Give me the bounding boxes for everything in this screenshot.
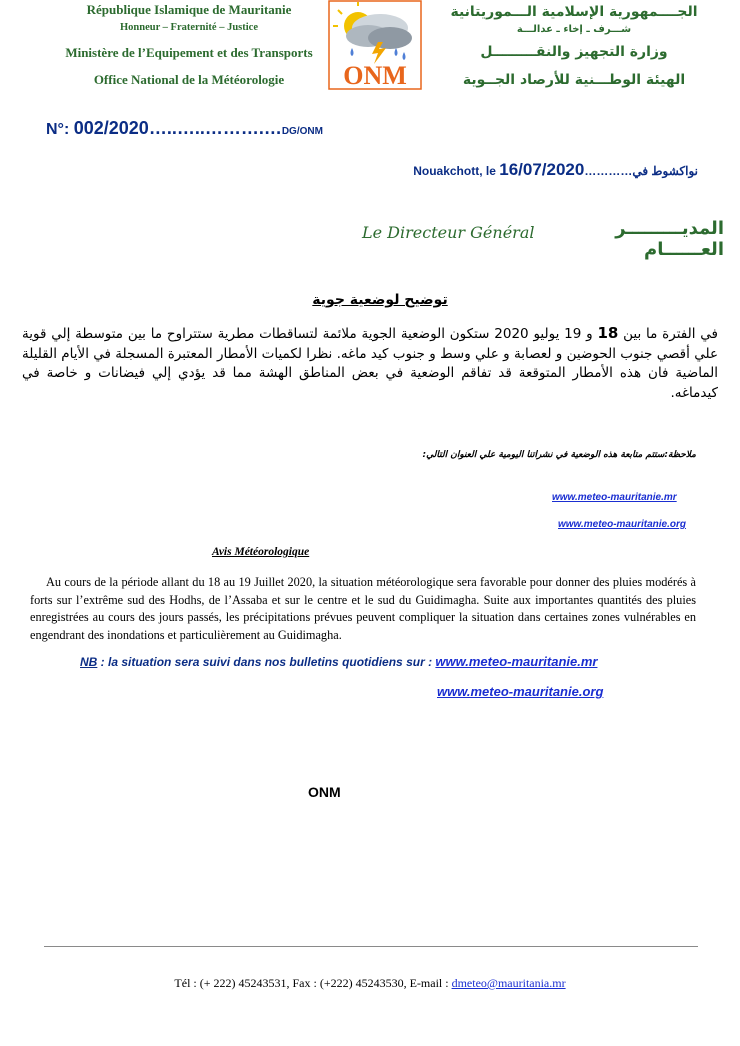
arabic-body-day2: 19 [564, 326, 582, 342]
header-fr-office: Office National de la Météorologie [93, 72, 285, 87]
link-meteo-mr[interactable]: www.meteo-mauritanie.mr [552, 492, 677, 503]
header-ar-country: الجــــمهورية الإسلامية الـــموريتانية [450, 4, 698, 20]
arabic-title: توضيح لوضعية جوية [312, 292, 448, 308]
arabic-body-and: و [586, 326, 593, 342]
arabic-note: ملاحظة:ستتم متابعة هذه الوضعية في نشراتنا اليومية علي العنوان التالي: [422, 450, 696, 460]
logo-text: ONM [343, 61, 407, 90]
nb-link-mr[interactable]: www.meteo-mauritanie.mr [435, 654, 598, 669]
header-fr-motto: Honneur – Fraternité – Justice [119, 22, 259, 33]
date-value: 16/07/2020 [499, 160, 585, 179]
reference-suffix: DG/ONM [281, 126, 323, 137]
arabic-body-year: 2020 [494, 326, 529, 342]
onm-logo [328, 0, 422, 90]
date-line [412, 160, 698, 180]
nb-line [80, 654, 597, 669]
reference-value: 002/2020 [73, 118, 149, 138]
reference-label: N°: [46, 121, 70, 138]
arabic-body-month: يوليو [533, 326, 560, 342]
header-ar-motto: شـــرف ـ إخاء ـ عدالـــة [516, 24, 632, 35]
arabic-body-day1: 18 [597, 324, 619, 342]
arabic-body-intro: في الفترة ما بين [623, 326, 718, 342]
arabic-body-rest: ستكون الوضعية الجوية ملائمة لتساقطات مطرية ستتراوح ما بين متوسطة إلي قوية علي أقصي جنوب الحوضين و لعصابة و علي وسط و جنوب كيد ماغه. نظرا لكميات الأمطار المعتبرة المسجلة في الأيام القليلة الماضية فان هذه الأمطار المتوقعة قد تفاقم الوضعية في بعض المناطق الهشة مما قد يؤدي إلي فيضانات و خاصة في كيدماغه. [22, 326, 718, 401]
director-fr: Le Directeur Général [362, 223, 535, 242]
header-ar-ministry: وزارة التجهيز والنقـــــــــل [480, 44, 668, 60]
nb-link-org[interactable]: www.meteo-mauritanie.org [437, 684, 604, 699]
header-fr-ministry: Ministère de l’Equipement et des Transports [65, 45, 313, 60]
header-fr-country: République Islamique de Mauritanie [86, 2, 292, 17]
footer-text: Tél : (+ 222) 45243531, Fax : (+222) 45243530, E-mail : [174, 976, 452, 990]
reference-number [46, 118, 323, 139]
footer-divider [44, 946, 698, 947]
footer-email[interactable]: dmeteo@mauritania.mr [451, 976, 566, 990]
date-prefix: Nouakchott, le [413, 164, 496, 178]
date-ar: نواكشوط في [632, 164, 698, 178]
footer-contact [120, 976, 620, 991]
french-title: Avis Météorologique [212, 546, 310, 558]
reference-dots: …..…..……….… [148, 118, 282, 138]
nb-text: : la situation sera suivi dans nos bulletins quotidiens sur : [97, 655, 436, 669]
arabic-body [22, 324, 718, 403]
director-ar: المديـــــــــر العــــــام [615, 218, 724, 260]
date-dots: ………… [584, 164, 633, 178]
header-ar-office: الهيئة الوطـــنية للأرصاد الجــوية [462, 72, 686, 88]
signature: ONM [308, 784, 341, 800]
nb-label: NB [80, 655, 98, 669]
link-meteo-org[interactable]: www.meteo-mauritanie.org [558, 519, 686, 530]
french-body: Au cours de la période allant du 18 au 19 Juillet 2020, la situation météorologique sera favorable pour donner des pluies modérés à forts sur l’extrême sud des Hodhs, de l’Assaba et sur le centre et le sud du Guidimagha. Suite aux importantes quantités des pluies enregistrées au cours des jours passés, les précipitations prévues peuvent compliquer la situation dans certaines zones vulnérables en engendrant des inondations et particulièrement au Guidimagha. [30, 575, 696, 642]
